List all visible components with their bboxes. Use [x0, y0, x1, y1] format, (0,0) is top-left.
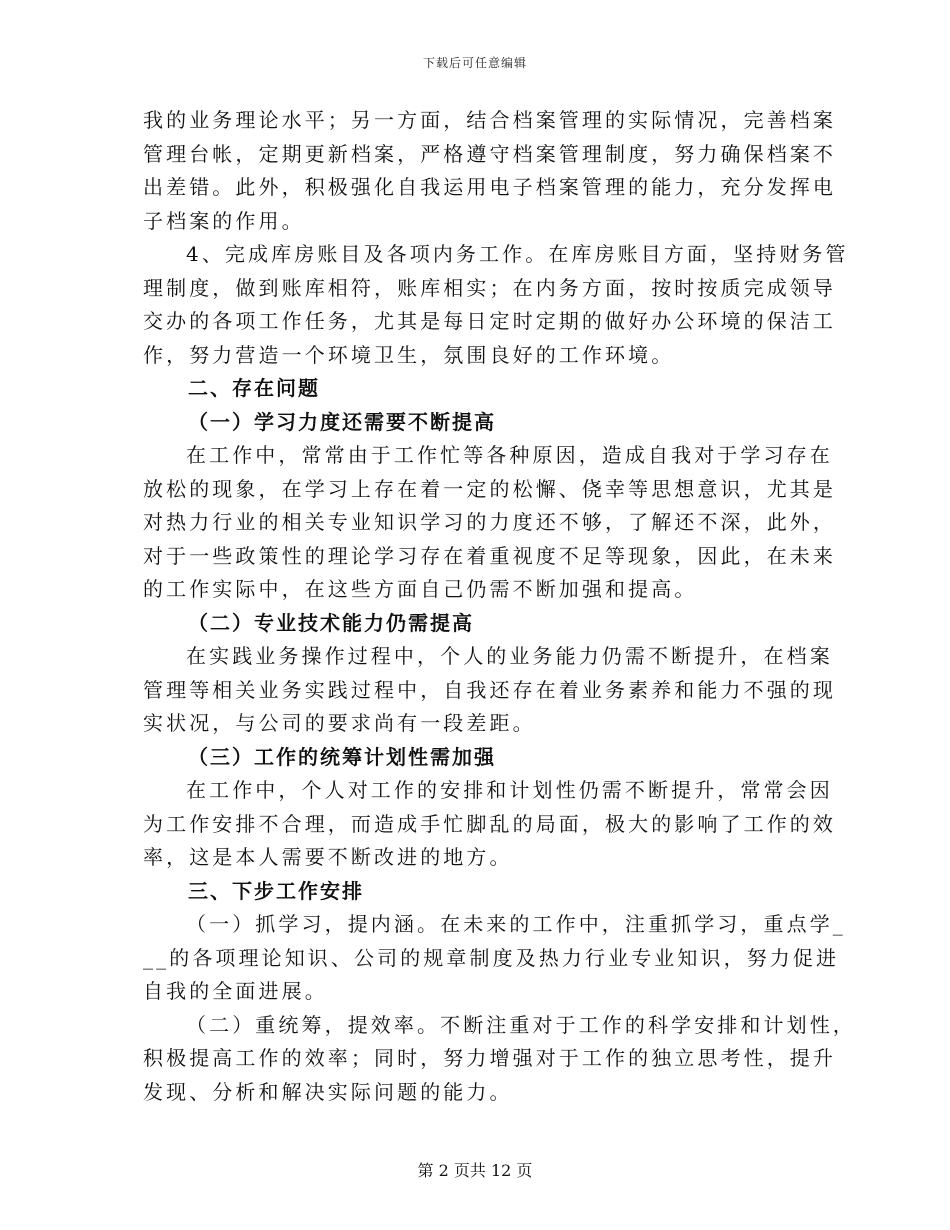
text-line: 子档案的作用。 — [143, 208, 305, 233]
text-line: 理制度，做到账库相符，账库相实；在内务方面，按时按质完成领导 — [143, 275, 836, 300]
page-header: 下载后可任意编辑 — [422, 56, 527, 70]
text-line: （二）重统筹，提效率。不断注重对于工作的科学安排和计划性， — [186, 1012, 856, 1037]
text-line: 我的业务理论水平；另一方面，结合档案管理的实际情况，完善档案 — [143, 108, 836, 132]
text-line: 4、完成库房账目及各项内务工作。在库房账目方面，坚持财务管 — [186, 242, 849, 266]
text-line: 出差错。此外，积极强化自我运用电子档案管理的能力，充分发挥电 — [143, 175, 836, 199]
text-line: 在工作中，常常由于工作忙等各种原因，造成自我对于学习存在 — [186, 443, 833, 467]
text-line: 管理等相关业务实践过程中，自我还存在着业务素养和能力不强的现 — [143, 677, 836, 702]
text-line: 积极提高工作的效率；同时，努力增强对于工作的独立思考性，提升 — [143, 1046, 836, 1070]
text-line: 为工作安排不合理，而造成手忙脚乱的局面，极大的影响了工作的效 — [143, 811, 836, 836]
text-line: 自我的全面进展。 — [143, 979, 328, 1003]
subsection-heading: （三）工作的统筹计划性需加强 — [188, 744, 496, 769]
text-line: 实状况，与公司的要求尚有一段差距。 — [143, 711, 536, 735]
text-line: 在工作中，个人对工作的安排和计划性仍需不断提升，常常会因 — [186, 778, 833, 802]
text-line: 管理台帐，定期更新档案，严格遵守档案管理制度，努力确保档案不 — [143, 141, 836, 166]
text-line: 对热力行业的相关专业知识学习的力度还不够，了解还不深，此外， — [143, 510, 836, 534]
text-line: （一）抓学习，提内涵。在未来的工作中，注重抓学习，重点学_ — [186, 912, 846, 936]
text-line: 交办的各项工作任务，尤其是每日定时定期的做好办公环境的保洁工 — [143, 309, 836, 333]
subsection-heading: （二）专业技术能力仍需提高 — [188, 610, 474, 635]
subsection-heading: （一）学习力度还需要不断提高 — [188, 409, 496, 434]
text-line: 对于一些政策性的理论学习存在着重视度不足等现象，因此，在未来 — [143, 543, 836, 568]
text-line: 放松的现象，在学习上存在着一定的松懈、侥幸等思想意识，尤其是 — [143, 476, 836, 501]
text-line: __的各项理论知识、公司的规章制度及热力行业专业知识，努力促进 — [143, 945, 840, 970]
text-line: 作，努力营造一个环境卫生，氛围良好的工作环境。 — [143, 342, 675, 367]
text-line: 率，这是本人需要不断改进的地方。 — [143, 845, 513, 869]
page-footer: 第 2 页共 12 页 — [417, 1161, 533, 1180]
section-heading: 三、下步工作安排 — [188, 878, 364, 903]
section-heading: 二、存在问题 — [188, 376, 320, 400]
document-body — [143, 104, 856, 1109]
text-line: 在实践业务操作过程中，个人的业务能力仍需不断提升，在档案 — [186, 644, 833, 668]
text-line: 发现、分析和解决实际问题的能力。 — [143, 1079, 513, 1104]
text-line: 的工作实际中，在这些方面自己仍需不断加强和提高。 — [143, 577, 698, 601]
